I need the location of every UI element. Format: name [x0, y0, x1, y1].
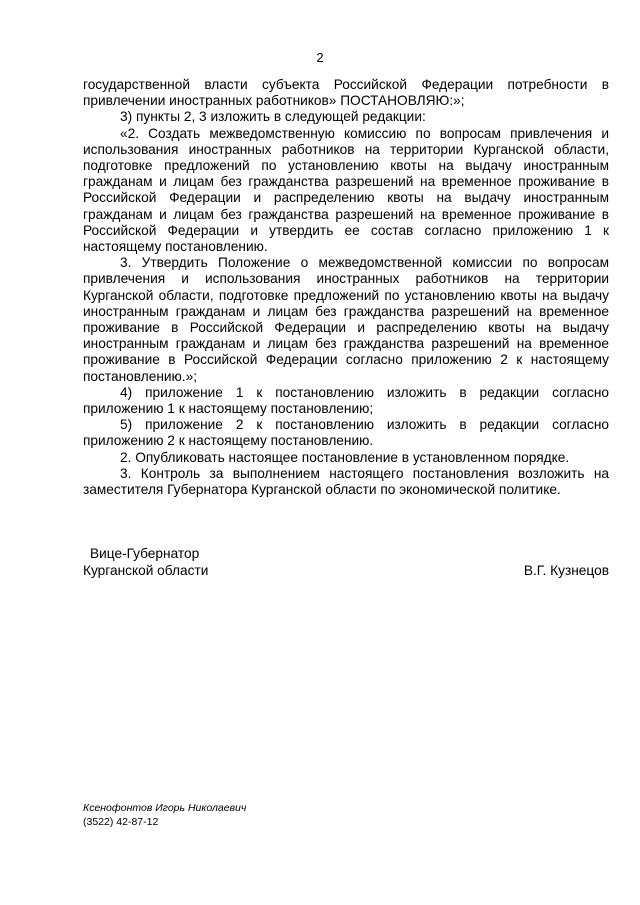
executor-name: Ксенофонтов Игорь Николаевич [83, 802, 247, 814]
position-region: Курганской области [83, 563, 209, 578]
executor-info [83, 801, 246, 829]
paragraph-point-3-regulation: 3. Утвердить Положение о межведомственной комиссии по вопросам привлечения и использования иностранных работников на территории Курганской области, подготовке предложений по установлению квоты на выдачу иностранным гражданам и лицам без гражданства разрешений на временное проживание в Российской Федерации и распределению квоты на выдачу иностранным гражданам и лицам без гражданства разрешений на временное проживание в Российской Федерации согласно приложению 2 к настоящему постановлению.»; [83, 255, 609, 384]
paragraph-continuation: государственной власти субъекта Российской Федерации потребности в привлечении иностранных работников» ПОСТАНОВЛЯЮ:»; [83, 77, 609, 109]
executor-phone: (3522) 42-87-12 [83, 816, 159, 828]
signatory-position [83, 545, 208, 579]
paragraph-item-5: 5) приложение 2 к постановлению изложить в редакции согласно приложению 2 к настоящему постановлению. [83, 417, 609, 449]
paragraph-item-3: 3) пункты 2, 3 изложить в следующей редакции: [120, 109, 426, 125]
paragraph-point-2-commission: «2. Создать межведомственную комиссию по вопросам привлечения и использования иностранных работников на территории Курганской области, подготовке предложений по установлению квоты на выдачу иностранным гражданам и лицам без гражданства разрешений на временное проживание в Российской Федерации и распределению квоты на выдачу иностранным гражданам и лицам без гражданства разрешений на временное проживание в Российской Федерации и утвердить ее состав согласно приложению 1 к настоящему постановлению. [83, 125, 609, 255]
document-body [83, 77, 609, 498]
signatory-name: В.Г. Кузнецов [523, 563, 609, 578]
paragraph-control: 3. Контроль за выполнением настоящего постановления возложить на заместителя Губернатора Курганской области по экономической политике. [83, 465, 609, 498]
paragraph-publish: 2. Опубликовать настоящее постановление в установленном порядке. [120, 449, 570, 465]
page-number: 2 [316, 50, 324, 65]
position-title: Вице-Губернатор [90, 546, 200, 561]
paragraph-item-4: 4) приложение 1 к постановлению изложить в редакции согласно приложению 1 к настоящему постановлению; [83, 384, 609, 417]
